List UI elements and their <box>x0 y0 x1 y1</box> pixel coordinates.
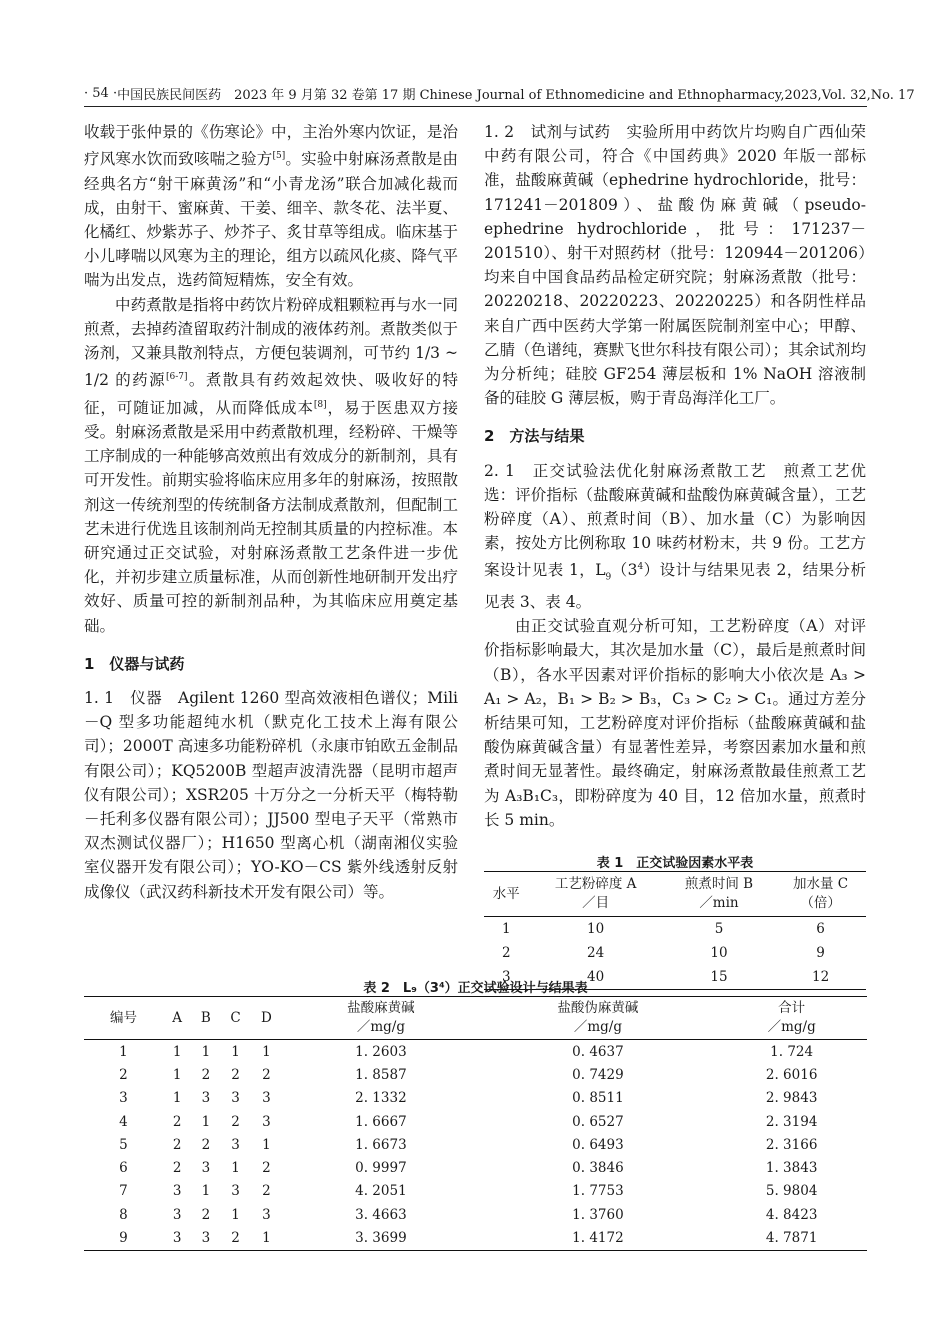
table-cell: 2 <box>231 1230 240 1247</box>
table-cell: 2 <box>262 1066 271 1083</box>
table-cell: 2 <box>201 1136 211 1153</box>
column-header: 盐酸麻黄碱 ／mg/g <box>282 997 479 1040</box>
table-cell: 1 <box>172 1066 182 1083</box>
column-header: 工艺粉碎度 A ／目 <box>528 872 662 917</box>
paragraph: 1. 1 仪器 Agilent 1260 型高效液相色谱仪；Mili－Q 型多功能超纯水机（默克化工技术上海有限公司）；2000T 高速多功能粉碎机（永康市铂欧五金制品有限公司）；KQ5200B 型超声波清洗器（昆明市超声仪有限公司）；XSR205 十万分之一分析天平（梅特勒－托利多仪器有限公司）；JJ500 型电子天平（常熟市双杰测试仪器厂）；H1650 型离心机（湖南湘仪实验室仪器开发有限公司）；YO-KO－CS 紫外线透射反射成像仪（武汉药科新技术开发有限公司）等。 <box>84 688 458 901</box>
table-cell: 10 <box>587 921 605 937</box>
table-cell: 3 <box>172 1230 182 1247</box>
table-cell: 1 <box>201 1113 211 1130</box>
table-cell: 3 <box>119 1090 128 1107</box>
journal-title: 中国民族民间医药 2023 年 9 月第 32 卷第 17 期 Chinese Journal of Ethnomedicine and Ethnopharmacy,2023,Vol. 32,No. 17 <box>117 88 915 103</box>
table-cell: 1. 6667 <box>355 1113 407 1130</box>
table-cell: 10 <box>710 945 728 961</box>
table-cell: 4. 2051 <box>355 1183 407 1200</box>
column-header: 加水量 C （倍） <box>775 872 866 917</box>
column-header: 水平 <box>484 872 528 917</box>
right-column <box>484 120 866 832</box>
paragraph: 1. 2 试剂与试药 实验所用中药饮片均购自广西仙荣中药有限公司，符合《中国药典》2020 年版一部标准，盐酸麻黄碱（ephedrine hydrochloride，批号：171241－201809）、盐酸伪麻黄碱（pseudo-ephedrine hydrochloride，批号：171237－201510）、射干对照药材（批号：120944－201206）均来自中国食品药品检定研究院；射麻汤煮散（批号：20220218、20220223、20220225）和各阴性样品来自广西中医药大学第一附属医院制剂室中心；甲醇、乙腈（色谱纯，赛默飞世尔科技有限公司）；其余试剂均为分析纯；硅胶 GF254 薄层板和 1% NaOH 溶液制备的硅胶 G 薄层板，购于青岛海洋化工厂。 <box>484 123 866 408</box>
table-cell: 6 <box>119 1160 128 1177</box>
table-caption: 表 2 L₉（3⁴）正交试验设计与结果表 <box>363 981 588 996</box>
table-cell: 3 <box>201 1230 211 1247</box>
table-cell: 0. 7429 <box>572 1066 624 1083</box>
table-row <box>84 1063 867 1086</box>
table-cell: 1 <box>262 1043 271 1060</box>
table-cell: 1. 2603 <box>355 1043 407 1060</box>
table-cell: 15 <box>710 969 728 985</box>
column-header: 煎煮时间 B ／min <box>663 872 775 917</box>
table-cell: 5 <box>119 1136 128 1153</box>
table-cell: 1 <box>172 1090 182 1107</box>
table-cell: 1 <box>201 1183 211 1200</box>
table-cell: 12 <box>811 969 830 985</box>
table-cell: 2 <box>201 1066 211 1083</box>
table-cell: 1 <box>262 1230 271 1247</box>
table-cell: 1. 3760 <box>572 1206 624 1223</box>
table-cell: 24 <box>587 945 605 961</box>
table-cell: 9 <box>119 1230 128 1247</box>
table-row <box>84 1226 867 1250</box>
table-cell: 3. 3699 <box>355 1230 407 1247</box>
table-cell: 0. 8511 <box>572 1090 624 1107</box>
table-cell: 3 <box>231 1183 240 1200</box>
table-row <box>84 1040 867 1064</box>
table-cell: 0. 6527 <box>572 1113 624 1130</box>
table-cell: 1 <box>201 1043 211 1060</box>
table-cell: 3 <box>201 1090 211 1107</box>
table-cell: 1 <box>501 921 511 937</box>
table-cell: 2 <box>172 1160 182 1177</box>
table-cell: 3 <box>501 969 511 985</box>
table-row <box>84 1203 867 1226</box>
table-row <box>84 1087 867 1110</box>
table-row <box>84 1110 867 1133</box>
table-cell: 1. 6673 <box>355 1136 407 1153</box>
table-cell: 1. 3843 <box>765 1160 818 1177</box>
column-header: 编号 <box>84 997 163 1040</box>
table-cell: 0. 6493 <box>572 1136 624 1153</box>
table-cell: 9 <box>816 945 825 961</box>
running-header <box>84 84 915 103</box>
page-number: · 54 · <box>84 86 118 101</box>
table-cell: 1 <box>231 1043 240 1060</box>
table-cell: 5 <box>714 921 724 937</box>
table-cell: 3 <box>172 1183 182 1200</box>
table-cell: 3 <box>172 1206 182 1223</box>
table-cell: 2 <box>172 1113 182 1130</box>
table-cell: 1 <box>172 1043 182 1060</box>
table-cell: 2 <box>231 1113 240 1130</box>
table-cell: 4. 7871 <box>765 1230 818 1247</box>
table-cell: 1. 724 <box>770 1043 814 1060</box>
table-2 <box>84 977 867 1251</box>
table-cell: 1. 8587 <box>355 1066 407 1083</box>
header-rule <box>84 106 867 107</box>
column-header: C <box>220 997 250 1040</box>
paragraph: 中药煮散是指将中药饮片粉碎成粗颗粒再与水一同煎煮，去掉药渣留取药汁制成的液体药剂。煮散类似于汤剂，又兼具散剂特点，方便包装调剂，可节约 1/3 ~ 1/2 的药源[6-7]。煮散具有药效起效快、吸收好的特征，可随证加减，从而降低成本[8]，易于医患双方接受。射麻汤煮散是采用中药煮散机理，经粉碎、干燥等工序制成的一种能够高效煎出有效成分的新制剂，具有可开发性。前期实验将临床应用多年的射麻汤，按照散剂这一传统剂型的传统制备方法制成煮散剂，但配制工艺未进行优选且该制剂尚无控制其质量的内控标准。本研究通过正交试验，对射麻汤煮散工艺条件进一步优化，并初步建立质量标准，从而创新性地研制开发出疗效好、质量可控的新制剂品种，为其临床应用奠定基础。 <box>84 295 458 635</box>
section-heading: 2 方法与结果 <box>484 427 585 446</box>
table-cell: 2. 9843 <box>765 1090 818 1107</box>
table-1 <box>484 852 866 990</box>
table-cell: 4 <box>119 1113 128 1130</box>
paragraph: 收载于张仲景的《伤寒论》中，主治外寒内饮证，是治疗风寒水饮而致咳喘之验方[5]。实验中射麻汤煮散是由经典名方“射干麻黄汤”和“小青龙汤”联合加减化裁而成，由射干、蜜麻黄、干姜、细辛、款冬花、法半夏、化橘红、炒紫苏子、炒芥子、炙甘草等组成。临床基于小儿哮喘以风寒为主的理论，组方以疏风化痰、降气平喘为出发点，选药简短精炼，安全有效。 <box>84 123 458 290</box>
table-cell: 1 <box>119 1043 128 1060</box>
table-cell: 7 <box>119 1183 128 1200</box>
table-cell: 2 <box>119 1066 128 1083</box>
table-cell: 2 <box>201 1206 211 1223</box>
table-cell: 2. 3194 <box>765 1113 818 1130</box>
table-cell: 3 <box>231 1136 240 1153</box>
table-row <box>484 917 866 942</box>
table-cell: 4. 8423 <box>765 1206 818 1223</box>
table-row <box>84 1156 867 1179</box>
table-cell: 0. 9997 <box>355 1160 407 1177</box>
table-cell: 1 <box>231 1206 240 1223</box>
table-cell: 3 <box>262 1206 271 1223</box>
table-cell: 6 <box>816 921 825 937</box>
table-cell: 3 <box>231 1090 240 1107</box>
column-header: B <box>191 997 220 1040</box>
paragraph: 2. 1 正交试验法优化射麻汤煮散工艺 煎煮工艺优选：评价指标（盐酸麻黄碱和盐酸伪麻黄碱含量），工艺粉碎度（A）、煎煮时间（B）、加水量（C）为影响因素，按处方比例称取 10 味药材粉末，共 9 份。工艺方案设计见表 1，$L_9(3^4)$设计与结果见表 2，结果分析见表 3、表 4。 <box>484 461 866 611</box>
column-header: 盐酸伪麻黄碱 ／mg/g <box>480 997 717 1040</box>
table-cell: 1. 7753 <box>572 1183 624 1200</box>
table-cell: 2. 1332 <box>355 1090 407 1107</box>
left-column <box>84 120 458 904</box>
table-cell: 2 <box>501 945 511 961</box>
table-cell: 1 <box>262 1136 271 1153</box>
table-cell: 2. 3166 <box>765 1136 818 1153</box>
table-cell: 8 <box>119 1206 128 1223</box>
table-cell: 3 <box>262 1113 271 1130</box>
table-row <box>84 1180 867 1203</box>
table-cell: 5. 9804 <box>765 1183 818 1200</box>
table-cell: 3 <box>262 1090 271 1107</box>
table-cell: 0. 3846 <box>572 1160 624 1177</box>
table-cell: 1 <box>231 1160 240 1177</box>
section-heading: 1 仪器与试药 <box>84 654 185 673</box>
column-header: D <box>251 997 283 1040</box>
table-cell: 40 <box>587 969 605 985</box>
table-caption: 表 1 正交试验因素水平表 <box>596 856 754 871</box>
table-cell: 2. 6016 <box>765 1066 818 1083</box>
column-header: 合计 ／mg/g <box>716 997 867 1040</box>
column-header: A <box>163 997 191 1040</box>
table-cell: 1. 4172 <box>572 1230 624 1247</box>
table-cell: 2 <box>172 1136 182 1153</box>
table-cell: 3. 4663 <box>355 1206 407 1223</box>
table-cell: 2 <box>231 1066 240 1083</box>
paragraph: 由正交试验直观分析可知，工艺粉碎度（A）对评价指标影响最大，其次是加水量（C），最后是煎煮时间（B），各水平因素对评价指标的影响大小依次是 A₃ > A₁ > A₂，B₁ > B₂ > B₃，C₃ > C₂ > C₁。通过方差分析结果可知，工艺粉碎度对评价指标（盐酸麻黄碱和盐酸伪麻黄碱含量）有显著性差异，考察因素加水量和煎煮时间无显著性。最终确定，射麻汤煮散最佳煎煮工艺为 A₃B₁C₃，即粉碎度为 40 目，12 倍加水量，煎煮时长 5 min。 <box>484 617 866 829</box>
table-cell: 0. 4637 <box>572 1043 624 1060</box>
table-row <box>84 1133 867 1156</box>
table-cell: 2 <box>262 1160 271 1177</box>
table-row <box>484 941 866 965</box>
table-cell: 3 <box>201 1160 211 1177</box>
table-cell: 2 <box>262 1183 271 1200</box>
